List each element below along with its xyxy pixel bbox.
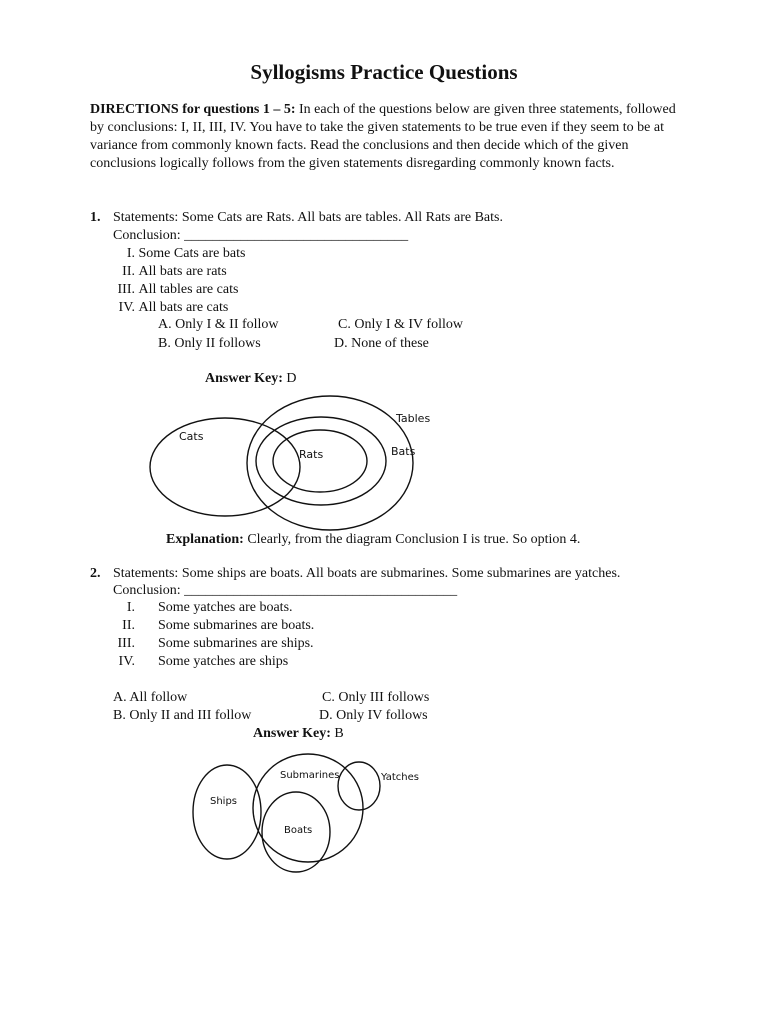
answer-key-label: Answer Key: [205, 371, 283, 386]
conclusion-item-text: Some Cats are bats [138, 246, 246, 261]
conclusion-line: Conclusion: ________________________________ [113, 228, 409, 243]
tables-label: Tables [396, 412, 431, 425]
bats-label: Bats [391, 445, 416, 458]
statements-text: Statements: Some Cats are Rats. All bats are tables. All Rats are Bats. [113, 210, 503, 225]
rats-label: Rats [299, 448, 324, 461]
question-number: 1. [90, 210, 101, 225]
conclusion-item-text: Some submarines are boats. [158, 618, 315, 633]
conclusion-item-number: III. [117, 636, 135, 651]
conclusion-item-number: I. [126, 600, 135, 615]
option-c: C. Only I & IV follow [338, 317, 463, 332]
explanation-text: Clearly, from the diagram Conclusion I is true. So option 4. [243, 532, 581, 547]
question-number: 2. [90, 566, 101, 581]
statements-text: Statements: Some ships are boats. All boats are submarines. Some submarines are yatches. [113, 566, 621, 581]
cats-label: Cats [179, 430, 204, 443]
conclusion-item-number: IV. [118, 654, 135, 669]
conclusion-item-number: I. [126, 246, 135, 261]
yatches-label: Yatches [381, 772, 419, 783]
ships-circle [193, 765, 261, 859]
option-d: D. None of these [334, 336, 429, 351]
answer-key-value: D [282, 371, 297, 386]
conclusion-item-number: II. [122, 618, 135, 633]
conclusion-item-text: All bats are rats [138, 264, 227, 279]
ships-label: Ships [210, 796, 238, 807]
conclusion-item-text: Some submarines are ships. [158, 636, 314, 651]
option-b: B. Only II and III follow [113, 708, 252, 723]
directions-label: DIRECTIONS for questions 1 – 5: [90, 102, 296, 117]
conclusion-item-number: III. [117, 282, 135, 297]
answer-key-value: B [330, 726, 344, 741]
submarines-label: Submarines [280, 770, 340, 781]
conclusion-item-number: IV. [118, 300, 135, 315]
conclusion-line: Conclusion: _______________________________________ [113, 583, 458, 598]
conclusion-item-text: Some yatches are boats. [158, 600, 293, 615]
option-b: B. Only II follows [158, 336, 261, 351]
option-a: A. All follow [113, 690, 188, 705]
directions-text: In each of the questions below are given three statements, followed by conclusions: I, II, III, IV. You have to take the given statements to be true even if they seem to be at variance from commonly known facts. Read the conclusions and then decide which of the given conclusions logically follows from the given statements disregarding commonly known facts. [90, 102, 676, 171]
conclusion-item-text: All tables are cats [138, 282, 239, 297]
option-a: A. Only I & II follow [158, 317, 279, 332]
conclusion-item-number: II. [122, 264, 135, 279]
page-title: Syllogisms Practice Questions [250, 60, 518, 84]
boats-label: Boats [284, 825, 313, 836]
option-d: D. Only IV follows [319, 708, 428, 723]
conclusion-item-text: All bats are cats [138, 300, 229, 315]
answer-key-label: Answer Key: [253, 726, 331, 741]
explanation-label: Explanation: [166, 532, 244, 547]
conclusion-item-text: Some yatches are ships [158, 654, 289, 669]
option-c: C. Only III follows [322, 690, 430, 705]
